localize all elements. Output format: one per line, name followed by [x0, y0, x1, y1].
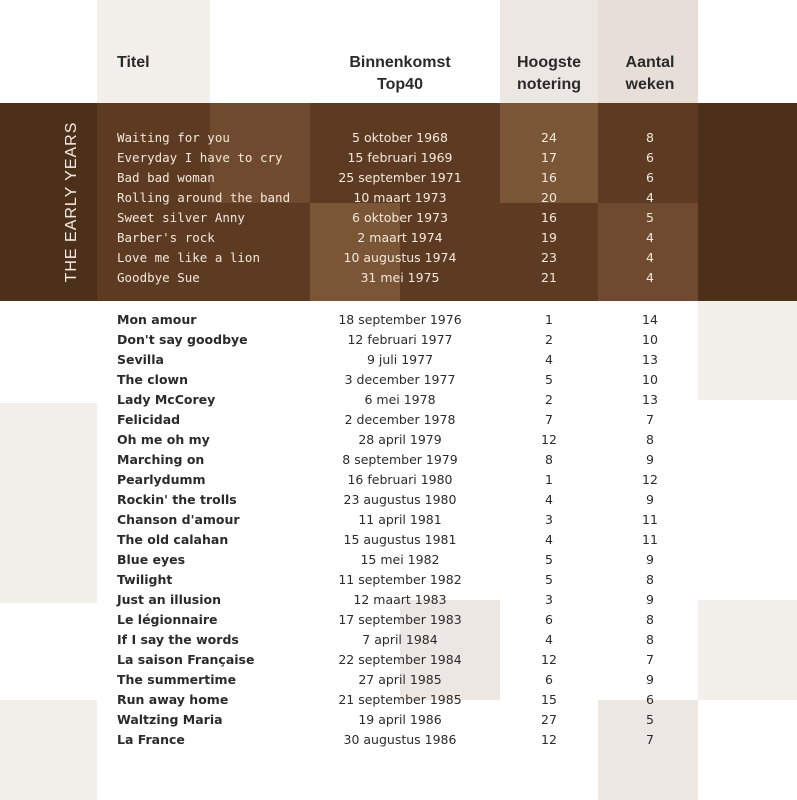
- peak-position: 16: [541, 170, 557, 185]
- peak-position: 5: [545, 552, 553, 567]
- table-row: [0, 590, 797, 610]
- entry-date: 17 september 1983: [338, 612, 462, 627]
- table-row: [0, 470, 797, 490]
- table-row: [0, 330, 797, 350]
- entry-date: 31 mei 1975: [360, 270, 440, 285]
- table-row: [0, 390, 797, 410]
- song-title: Love me like a lion: [117, 250, 260, 265]
- header-hoogste-line1: Hoogste: [517, 54, 581, 71]
- peak-position: 12: [541, 432, 557, 447]
- header-binnenkomst-line2: Top40: [377, 76, 423, 93]
- entry-date: 2 december 1978: [344, 412, 456, 427]
- weeks-count: 10: [642, 332, 658, 347]
- section-label-early-years: THE EARLY YEARS: [63, 121, 80, 283]
- entry-date: 12 februari 1977: [347, 332, 453, 347]
- entry-date: 6 mei 1978: [364, 392, 436, 407]
- weeks-count: 14: [642, 312, 658, 327]
- table-row: [0, 350, 797, 370]
- peak-position: 20: [541, 190, 557, 205]
- peak-position: 6: [545, 612, 553, 627]
- entry-date: 28 april 1979: [358, 432, 442, 447]
- peak-position: 2: [545, 392, 553, 407]
- entry-date: 16 februari 1980: [347, 472, 453, 487]
- table-row: [0, 690, 797, 710]
- song-title: Goodbye Sue: [117, 270, 200, 285]
- table-row: [0, 228, 797, 248]
- peak-position: 23: [541, 250, 557, 265]
- song-title: Lady McCorey: [117, 392, 216, 407]
- entry-date: 27 april 1985: [358, 672, 442, 687]
- peak-position: 2: [545, 332, 553, 347]
- table-row: [0, 610, 797, 630]
- entry-date: 10 augustus 1974: [343, 250, 457, 265]
- song-title: Waiting for you: [117, 130, 230, 145]
- table-row: [0, 410, 797, 430]
- table-row: [0, 430, 797, 450]
- table-row: [0, 310, 797, 330]
- weeks-count: 13: [642, 392, 658, 407]
- table-row: [0, 248, 797, 268]
- peak-position: 1: [545, 312, 553, 327]
- table-row: [0, 710, 797, 730]
- table-row: [0, 128, 797, 148]
- song-title: Sweet silver Anny: [117, 210, 245, 225]
- song-title: Felicidad: [117, 412, 181, 427]
- weeks-count: 4: [646, 270, 654, 285]
- song-title: Waltzing Maria: [117, 712, 223, 727]
- entry-date: 15 mei 1982: [360, 552, 440, 567]
- peak-position: 12: [541, 732, 557, 747]
- column-header-hoogste: [505, 52, 593, 96]
- entry-date: 11 april 1981: [358, 512, 442, 527]
- peak-position: 27: [541, 712, 557, 727]
- table-row: [0, 168, 797, 188]
- table-row: [0, 730, 797, 750]
- peak-position: 16: [541, 210, 557, 225]
- entry-date: 19 april 1986: [358, 712, 442, 727]
- weeks-count: 6: [646, 692, 654, 707]
- weeks-count: 6: [646, 170, 654, 185]
- weeks-count: 12: [642, 472, 658, 487]
- peak-position: 4: [545, 632, 553, 647]
- entry-date: 18 september 1976: [338, 312, 462, 327]
- entry-date: 25 september 1971: [338, 170, 462, 185]
- peak-position: 24: [541, 130, 557, 145]
- peak-position: 6: [545, 672, 553, 687]
- table-row: [0, 650, 797, 670]
- weeks-count: 11: [642, 532, 658, 547]
- entry-date: 22 september 1984: [338, 652, 462, 667]
- peak-position: 7: [545, 412, 553, 427]
- weeks-count: 9: [646, 492, 654, 507]
- song-title: The old calahan: [117, 532, 229, 547]
- peak-position: 5: [545, 372, 553, 387]
- entry-date: 15 augustus 1981: [343, 532, 457, 547]
- entry-date: 10 maart 1973: [353, 190, 447, 205]
- song-title: Chanson d'amour: [117, 512, 240, 527]
- entry-date: 9 juli 1977: [366, 352, 434, 367]
- table-row: [0, 530, 797, 550]
- peak-position: 15: [541, 692, 557, 707]
- song-title: Marching on: [117, 452, 205, 467]
- table-row: [0, 630, 797, 650]
- peak-position: 12: [541, 652, 557, 667]
- entry-date: 2 maart 1974: [357, 230, 443, 245]
- song-title: Rolling around the band: [117, 190, 291, 205]
- header-titel-label: Titel: [117, 54, 150, 71]
- song-title: La saison Française: [117, 652, 255, 667]
- song-title: Just an illusion: [117, 592, 221, 607]
- weeks-count: 13: [642, 352, 658, 367]
- header-aantal-line1: Aantal: [625, 54, 675, 71]
- entry-date: 11 september 1982: [338, 572, 462, 587]
- weeks-count: 4: [646, 190, 654, 205]
- peak-position: 8: [545, 452, 553, 467]
- weeks-count: 7: [646, 412, 654, 427]
- entry-date: 8 september 1979: [342, 452, 458, 467]
- decorative-block: [97, 0, 210, 103]
- weeks-count: 11: [642, 512, 658, 527]
- peak-position: 3: [545, 592, 553, 607]
- song-title: If I say the words: [117, 632, 239, 647]
- entry-date: 23 augustus 1980: [343, 492, 457, 507]
- song-title: Oh me oh my: [117, 432, 210, 447]
- peak-position: 4: [545, 352, 553, 367]
- peak-position: 19: [541, 230, 557, 245]
- song-title: Mon amour: [117, 312, 197, 327]
- peak-position: 4: [545, 492, 553, 507]
- weeks-count: 5: [646, 712, 654, 727]
- song-title: Blue eyes: [117, 552, 186, 567]
- weeks-count: 9: [646, 452, 654, 467]
- song-title: The clown: [117, 372, 188, 387]
- peak-position: 4: [545, 532, 553, 547]
- song-title: La France: [117, 732, 185, 747]
- weeks-count: 8: [646, 612, 654, 627]
- song-title: Le légionnaire: [117, 612, 218, 627]
- song-title: Bad bad woman: [117, 170, 215, 185]
- table-row: [0, 510, 797, 530]
- song-title: Don't say goodbye: [117, 332, 248, 347]
- weeks-count: 9: [646, 552, 654, 567]
- table-row: [0, 268, 797, 288]
- weeks-count: 8: [646, 632, 654, 647]
- header-aantal-line2: weken: [625, 76, 675, 93]
- weeks-count: 5: [646, 210, 654, 225]
- entry-date: 5 oktober 1968: [352, 130, 448, 145]
- table-row: [0, 570, 797, 590]
- weeks-count: 7: [646, 732, 654, 747]
- header-hoogste-line2: notering: [517, 76, 581, 93]
- entry-date: 15 februari 1969: [347, 150, 453, 165]
- weeks-count: 4: [646, 230, 654, 245]
- song-title: The summertime: [117, 672, 237, 687]
- header-binnenkomst-line1: Binnenkomst: [349, 54, 451, 71]
- song-title: Rockin' the trolls: [117, 492, 237, 507]
- peak-position: 21: [541, 270, 557, 285]
- weeks-count: 8: [646, 130, 654, 145]
- column-header-binnenkomst: [340, 52, 460, 96]
- entry-date: 12 maart 1983: [353, 592, 447, 607]
- song-title: Everyday I have to cry: [117, 150, 283, 165]
- weeks-count: 8: [646, 572, 654, 587]
- table-row: [0, 148, 797, 168]
- weeks-count: 10: [642, 372, 658, 387]
- song-title: Pearlydumm: [117, 472, 206, 487]
- weeks-count: 4: [646, 250, 654, 265]
- table-row: [0, 208, 797, 228]
- entry-date: 6 oktober 1973: [352, 210, 448, 225]
- column-header-titel: [117, 52, 150, 74]
- peak-position: 3: [545, 512, 553, 527]
- table-row: [0, 550, 797, 570]
- table-row: [0, 188, 797, 208]
- weeks-count: 9: [646, 672, 654, 687]
- weeks-count: 6: [646, 150, 654, 165]
- weeks-count: 7: [646, 652, 654, 667]
- song-title: Twilight: [117, 572, 173, 587]
- entry-date: 7 april 1984: [362, 632, 438, 647]
- table-row: [0, 670, 797, 690]
- peak-position: 1: [545, 472, 553, 487]
- column-header-aantal: [606, 52, 694, 96]
- entry-date: 21 september 1985: [338, 692, 462, 707]
- table-row: [0, 370, 797, 390]
- song-title: Run away home: [117, 692, 229, 707]
- song-title: Barber's rock: [117, 230, 215, 245]
- peak-position: 17: [541, 150, 557, 165]
- weeks-count: 9: [646, 592, 654, 607]
- entry-date: 3 december 1977: [344, 372, 456, 387]
- entry-date: 30 augustus 1986: [343, 732, 457, 747]
- table-row: [0, 490, 797, 510]
- song-title: Sevilla: [117, 352, 164, 367]
- peak-position: 5: [545, 572, 553, 587]
- table-row: [0, 450, 797, 470]
- weeks-count: 8: [646, 432, 654, 447]
